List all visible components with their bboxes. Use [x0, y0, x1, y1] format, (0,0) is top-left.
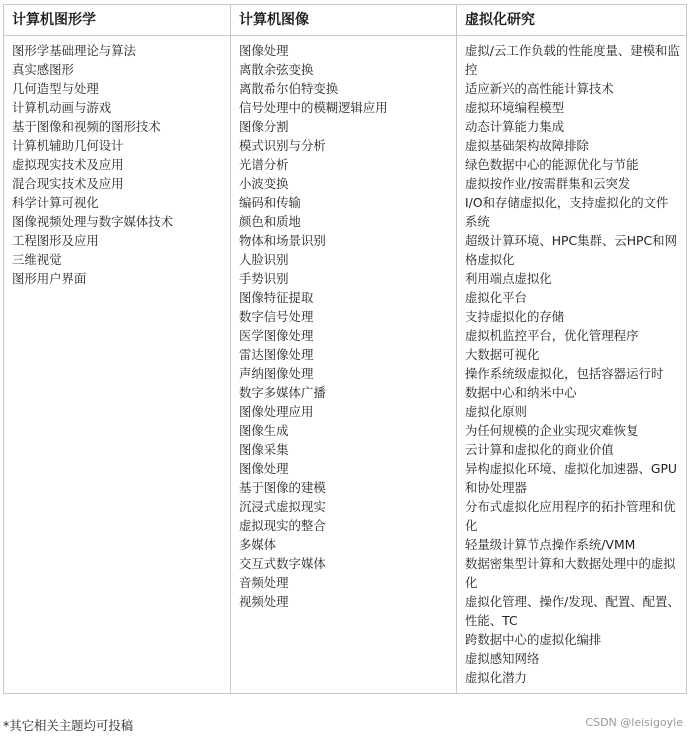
topic-item: 虚拟机监控平台，优化管理程序 — [465, 328, 639, 343]
topic-item: 虚拟化潜力 — [465, 670, 527, 685]
topic-item: 虚拟/云工作负载的性能度量、建模和监控 — [465, 43, 680, 77]
topic-item: 图像视频处理与数字媒体技术 — [12, 214, 174, 229]
topic-item: 操作系统级虚拟化，包括容器运行时 — [465, 366, 664, 381]
topic-item: 为任何规模的企业实现灾难恢复 — [465, 423, 639, 438]
topic-item: 图像处理 — [239, 43, 289, 58]
topic-item: 虚拟化管理、操作/发现、配置、配置、性能、TC — [465, 594, 680, 628]
column-header-image: 计算机图像 — [230, 5, 456, 36]
column-header-graphics: 计算机图形学 — [4, 5, 230, 36]
topic-item: 轻量级计算节点操作系统/VMM — [465, 537, 636, 552]
topic-item: 图形用户界面 — [12, 271, 87, 286]
topic-item: 手势识别 — [239, 271, 289, 286]
topic-item: 虚拟环境编程模型 — [465, 100, 565, 115]
topic-item: 图像处理 — [239, 461, 289, 476]
topic-item: 信号处理中的模糊逻辑应用 — [239, 100, 388, 115]
topic-item: 图像特征提取 — [239, 290, 314, 305]
topic-item: 跨数据中心的虚拟化编排 — [465, 632, 602, 647]
topic-item: 三维视觉 — [12, 252, 62, 267]
topic-item: 离散希尔伯特变换 — [239, 81, 339, 96]
topic-item: 颜色和质地 — [239, 214, 301, 229]
topic-item: 交互式数字媒体 — [239, 556, 326, 571]
topic-item: 适应新兴的高性能计算技术 — [465, 81, 614, 96]
topic-item: 数字多媒体广播 — [239, 385, 326, 400]
topic-item: 图形学基础理论与算法 — [12, 43, 136, 58]
topic-item: 编码和传输 — [239, 195, 301, 210]
topic-item: 基于图像和视频的图形技术 — [12, 119, 161, 134]
topic-item: 物体和场景识别 — [239, 233, 326, 248]
topic-item: 视频处理 — [239, 594, 289, 609]
topic-item: 分布式虚拟化应用程序的拓扑管理和优化 — [465, 499, 676, 533]
graphics-topic-list — [4, 36, 230, 693]
topic-item: 图像采集 — [239, 442, 289, 457]
topic-item: 利用端点虚拟化 — [465, 271, 552, 286]
topic-item: 图像生成 — [239, 423, 289, 438]
topic-item: 人脸识别 — [239, 252, 289, 267]
topic-item: 超级计算环境、HPC集群、云HPC和网格虚拟化 — [465, 233, 677, 267]
topic-item: 工程图形及应用 — [12, 233, 99, 248]
topic-item: 图像处理应用 — [239, 404, 314, 419]
image-topic-list — [230, 36, 456, 693]
topic-item: 医学图像处理 — [239, 328, 314, 343]
footnote: *其它相关主题均可投稿 — [3, 718, 134, 733]
topic-item: 离散余弦变换 — [239, 62, 314, 77]
topic-item: 虚拟化平台 — [465, 290, 527, 305]
topic-item: 虚拟基础架构故障排除 — [465, 138, 589, 153]
topic-item: 数据中心和纳米中心 — [465, 385, 577, 400]
topic-item: 音频处理 — [239, 575, 289, 590]
topic-item: 多媒体 — [239, 537, 277, 552]
topic-item: 虚拟按作业/按需群集和云突发 — [465, 176, 631, 191]
watermark: CSDN @leisigoyle — [585, 716, 683, 729]
topic-item: 声纳图像处理 — [239, 366, 314, 381]
topic-item: 科学计算可视化 — [12, 195, 99, 210]
topic-item: 雷达图像处理 — [239, 347, 314, 362]
topic-item: 模式识别与分析 — [239, 138, 326, 153]
topic-item: 数字信号处理 — [239, 309, 314, 324]
topic-item: 虚拟化原则 — [465, 404, 527, 419]
topic-item: 混合现实技术及应用 — [12, 176, 124, 191]
topic-item: 真实感图形 — [12, 62, 74, 77]
topic-item: 异构虚拟化环境、虚拟化加速器、GPU和协处理器 — [465, 461, 678, 495]
topic-item: 光谱分析 — [239, 157, 289, 172]
topic-item: 图像分割 — [239, 119, 289, 134]
topic-item: 虚拟现实的整合 — [239, 518, 326, 533]
topic-item: 沉浸式虚拟现实 — [239, 499, 326, 514]
topic-item: 小波变换 — [239, 176, 289, 191]
topics-table — [3, 4, 687, 694]
topic-item: 云计算和虚拟化的商业价值 — [465, 442, 614, 457]
topic-item: 支持虚拟化的存储 — [465, 309, 565, 324]
topic-item: 计算机动画与游戏 — [12, 100, 112, 115]
topic-item: 计算机辅助几何设计 — [12, 138, 124, 153]
topic-item: I/O和存储虚拟化，支持虚拟化的文件系统 — [465, 195, 669, 229]
topic-item: 大数据可视化 — [465, 347, 540, 362]
topic-item: 绿色数据中心的能源优化与节能 — [465, 157, 639, 172]
topic-item: 基于图像的建模 — [239, 480, 326, 495]
topic-item: 几何造型与处理 — [12, 81, 99, 96]
column-header-virtualization: 虚拟化研究 — [456, 5, 686, 36]
topic-item: 数据密集型计算和大数据处理中的虚拟化 — [465, 556, 676, 590]
topic-item: 动态计算能力集成 — [465, 119, 565, 134]
topic-item: 虚拟感知网络 — [465, 651, 540, 666]
topic-item: 虚拟现实技术及应用 — [12, 157, 124, 172]
virtualization-topic-list — [456, 36, 686, 693]
